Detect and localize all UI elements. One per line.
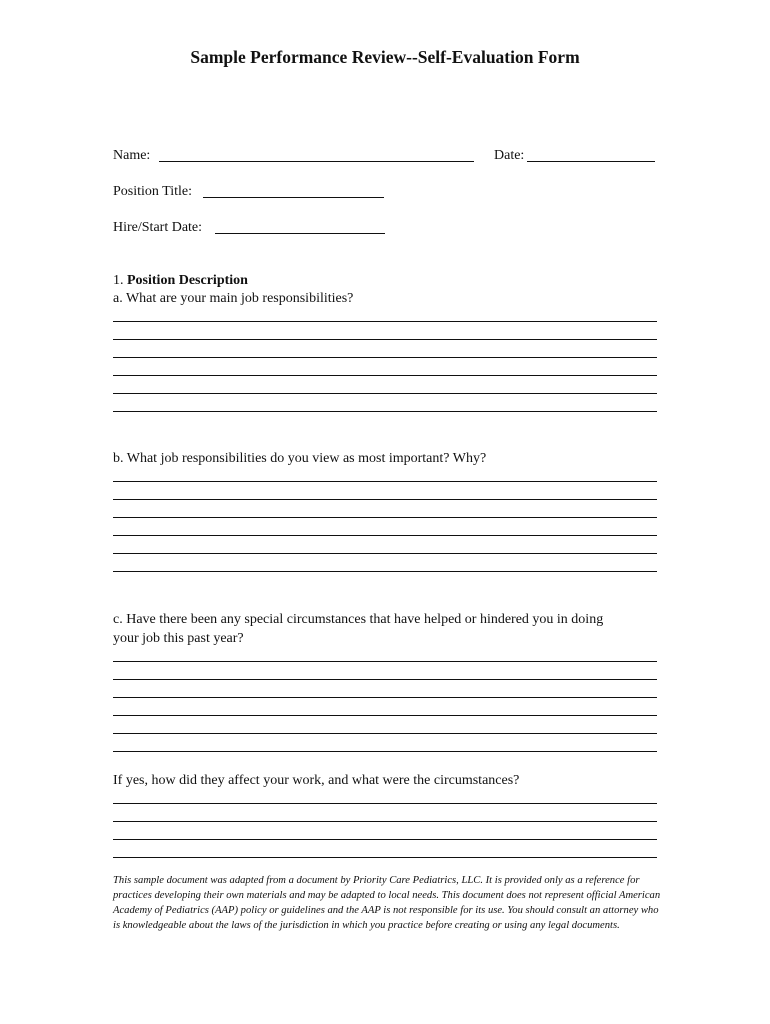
date-label: Date: xyxy=(494,148,525,163)
answer-line-d-1[interactable] xyxy=(113,803,657,804)
answer-line-b-1[interactable] xyxy=(113,481,657,482)
answer-line-d-2[interactable] xyxy=(113,821,657,822)
page-title: Sample Performance Review--Self-Evaluation Form xyxy=(190,47,580,67)
answer-line-c-3[interactable] xyxy=(113,697,657,698)
answer-line-c-1[interactable] xyxy=(113,661,657,662)
section-title: Position Description xyxy=(127,273,248,288)
answer-line-c-2[interactable] xyxy=(113,679,657,680)
answer-line-a-1[interactable] xyxy=(113,321,657,322)
answer-line-a-6[interactable] xyxy=(113,411,657,412)
question-followup: If yes, how did they affect your work, and what were the circumstances? xyxy=(113,773,520,788)
question-b: b. What job responsibilities do you view as most important? Why? xyxy=(113,451,487,466)
name-label: Name: xyxy=(113,148,151,163)
section-heading xyxy=(113,273,248,289)
answer-line-b-6[interactable] xyxy=(113,571,657,572)
position-title-label: Position Title: xyxy=(113,184,192,199)
hire-date-field[interactable] xyxy=(215,233,385,234)
answer-line-b-2[interactable] xyxy=(113,499,657,500)
answer-line-d-3[interactable] xyxy=(113,839,657,840)
answer-line-d-4[interactable] xyxy=(113,857,657,858)
answer-line-a-2[interactable] xyxy=(113,339,657,340)
answer-line-a-4[interactable] xyxy=(113,375,657,376)
question-c-line1: c. Have there been any special circumstances that have helped or hindered you in doing xyxy=(113,612,604,627)
hire-date-label: Hire/Start Date: xyxy=(113,220,203,235)
position-title-field[interactable] xyxy=(203,197,384,198)
disclaimer-footer: This sample document was adapted from a document by Priority Care Pediatrics, LLC. It is provided only as a reference for practices developing their own materials and may be adapted to local needs. This document does not represent official American Academy of Pediatrics (AAP) policy or guidelines and the AAP is not responsible for its use. You should consult an attorney who is knowledgeable about the laws of the jurisdiction in which you practice before creating or using any legal documents. xyxy=(113,875,661,931)
date-field[interactable] xyxy=(527,161,655,162)
answer-line-b-5[interactable] xyxy=(113,553,657,554)
answer-line-a-5[interactable] xyxy=(113,393,657,394)
answer-line-b-4[interactable] xyxy=(113,535,657,536)
answer-line-c-5[interactable] xyxy=(113,733,657,734)
name-field[interactable] xyxy=(159,161,474,162)
question-c-line2: your job this past year? xyxy=(113,631,244,646)
answer-line-c-6[interactable] xyxy=(113,751,657,752)
section-number: 1. xyxy=(113,273,124,288)
answer-line-a-3[interactable] xyxy=(113,357,657,358)
answer-line-b-3[interactable] xyxy=(113,517,657,518)
answer-line-c-4[interactable] xyxy=(113,715,657,716)
question-a: a. What are your main job responsibilities? xyxy=(113,291,354,306)
